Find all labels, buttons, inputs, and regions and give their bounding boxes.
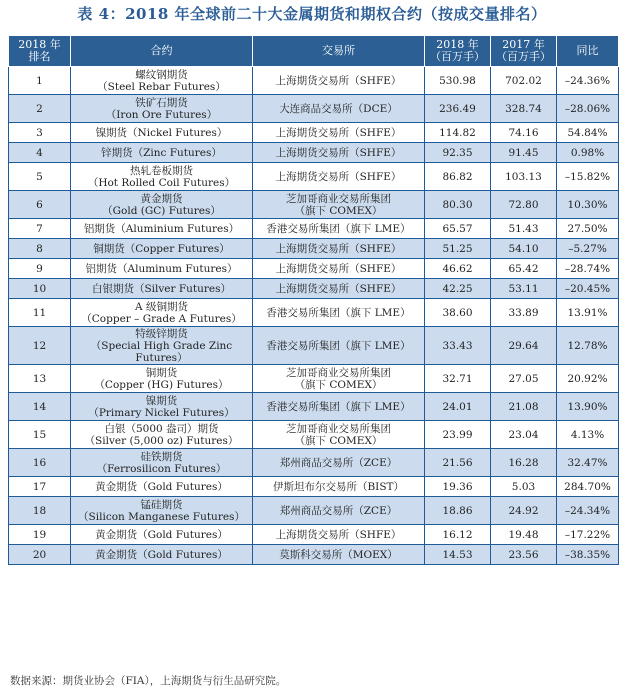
contract-line: （Iron Ore Futures） xyxy=(105,108,218,121)
rank-cell: 19 xyxy=(9,525,71,545)
volume-2017-cell: 27.05 xyxy=(491,365,557,393)
exchange-cell xyxy=(253,421,425,449)
exchange-cell xyxy=(253,219,425,239)
contract-line: 锌期货（Zinc Futures） xyxy=(101,146,222,159)
exchange-cell xyxy=(253,143,425,163)
volume-2017-cell: 19.48 xyxy=(491,525,557,545)
header-row xyxy=(9,36,619,67)
contract-line: （Silicon Manganese Futures） xyxy=(78,510,245,523)
rank-cell: 14 xyxy=(9,393,71,421)
table-row xyxy=(9,219,619,239)
change-cell: –15.82% xyxy=(557,163,619,191)
volume-2017-cell: 54.10 xyxy=(491,239,557,259)
exchange-line: 上海期货交易所（SHFE） xyxy=(275,282,402,295)
exchange-line: 郑州商品交易所（ZCE） xyxy=(279,456,398,469)
contract-line: 铝期货（Aluminum Futures） xyxy=(85,262,238,275)
volume-2018-cell: 33.43 xyxy=(425,327,491,365)
exchange-line: 上海期货交易所（SHFE） xyxy=(275,146,402,159)
exchange-cell xyxy=(253,279,425,299)
contract-line: A 级铜期货 xyxy=(135,300,188,313)
volume-2018-cell: 16.12 xyxy=(425,525,491,545)
table-row xyxy=(9,239,619,259)
volume-2017-cell: 702.02 xyxy=(491,67,557,95)
change-cell: –24.34% xyxy=(557,497,619,525)
contract-line: 铜期货（Copper Futures） xyxy=(93,242,230,255)
table-row xyxy=(9,95,619,123)
change-cell: 10.30% xyxy=(557,191,619,219)
table-row xyxy=(9,421,619,449)
volume-2017-cell: 33.89 xyxy=(491,299,557,327)
contract-cell xyxy=(71,299,253,327)
exchange-cell xyxy=(253,365,425,393)
contract-cell xyxy=(71,365,253,393)
exchange-line: （旗下 COMEX） xyxy=(294,434,383,447)
header-2017-line1: 2017 年 xyxy=(502,38,545,51)
contract-line: 铁矿石期货 xyxy=(135,96,188,109)
contract-line: （Steel Rebar Futures） xyxy=(97,80,226,93)
exchange-line: 香港交易所集团（旗下 LME） xyxy=(266,222,411,235)
contract-cell xyxy=(71,327,253,365)
exchange-cell xyxy=(253,497,425,525)
contract-line: （Primary Nickel Futures） xyxy=(88,406,235,419)
contract-line: 热轧卷板期货 xyxy=(130,164,193,177)
rank-cell: 9 xyxy=(9,259,71,279)
header-rank-line1: 2018 年 xyxy=(18,38,61,51)
change-cell: 32.47% xyxy=(557,449,619,477)
volume-2017-cell: 5.03 xyxy=(491,477,557,497)
exchange-line: 芝加哥商业交易所集团 xyxy=(286,366,391,379)
contract-cell xyxy=(71,143,253,163)
contract-cell xyxy=(71,219,253,239)
exchange-line: （旗下 COMEX） xyxy=(294,204,383,217)
contract-line: 白银（5000 盎司）期货 xyxy=(104,422,219,435)
change-cell: –28.74% xyxy=(557,259,619,279)
volume-2018-cell: 18.86 xyxy=(425,497,491,525)
metals-futures-table xyxy=(8,35,619,565)
contract-cell xyxy=(71,163,253,191)
contract-line: 镍期货 xyxy=(145,394,178,407)
change-cell: –17.22% xyxy=(557,525,619,545)
rank-cell: 13 xyxy=(9,365,71,393)
volume-2017-cell: 328.74 xyxy=(491,95,557,123)
rank-cell: 6 xyxy=(9,191,71,219)
volume-2017-cell: 103.13 xyxy=(491,163,557,191)
exchange-line: 香港交易所集团（旗下 LME） xyxy=(266,400,411,413)
exchange-cell xyxy=(253,299,425,327)
contract-line: 硅铁期货 xyxy=(140,450,183,463)
header-2018-line2: （百万手） xyxy=(430,50,485,63)
exchange-line: 上海期货交易所（SHFE） xyxy=(275,242,402,255)
rank-cell: 11 xyxy=(9,299,71,327)
contract-line: （Hot Rolled Coil Futures） xyxy=(87,176,236,189)
volume-2018-cell: 65.57 xyxy=(425,219,491,239)
exchange-line: 上海期货交易所（SHFE） xyxy=(275,262,402,275)
contract-cell xyxy=(71,393,253,421)
header-change: 同比 xyxy=(557,36,619,67)
contract-cell xyxy=(71,421,253,449)
contract-line: 铜期货 xyxy=(145,366,178,379)
contract-cell xyxy=(71,123,253,143)
change-cell: 13.91% xyxy=(557,299,619,327)
exchange-line: 芝加哥商业交易所集团 xyxy=(286,422,391,435)
contract-line: Futures） xyxy=(135,351,188,364)
volume-2018-cell: 42.25 xyxy=(425,279,491,299)
exchange-line: 香港交易所集团（旗下 LME） xyxy=(266,339,411,352)
change-cell: –20.45% xyxy=(557,279,619,299)
contract-line: （Copper – Grade A Futures） xyxy=(81,312,242,325)
exchange-line: 大连商品交易所（DCE） xyxy=(279,102,398,115)
table-row xyxy=(9,545,619,565)
contract-cell xyxy=(71,497,253,525)
header-2017-line2: （百万手） xyxy=(496,50,551,63)
table-row xyxy=(9,365,619,393)
exchange-line: （旗下 COMEX） xyxy=(294,378,383,391)
contract-cell xyxy=(71,545,253,565)
contract-line: 黄金期货（Gold Futures） xyxy=(95,480,228,493)
change-cell: 12.78% xyxy=(557,327,619,365)
volume-2017-cell: 23.56 xyxy=(491,545,557,565)
contract-line: 特级锌期货 xyxy=(135,327,188,340)
exchange-line: 上海期货交易所（SHFE） xyxy=(275,170,402,183)
data-source-note: 数据来源：期货业协会（FIA），上海期货与衍生品研究院。 xyxy=(10,675,287,687)
rank-cell: 5 xyxy=(9,163,71,191)
volume-2017-cell: 72.80 xyxy=(491,191,557,219)
volume-2018-cell: 51.25 xyxy=(425,239,491,259)
header-rank xyxy=(9,36,71,67)
volume-2017-cell: 53.11 xyxy=(491,279,557,299)
exchange-cell xyxy=(253,163,425,191)
contract-line: 黄金期货（Gold Futures） xyxy=(95,548,228,561)
table-row xyxy=(9,299,619,327)
rank-cell: 18 xyxy=(9,497,71,525)
rank-cell: 12 xyxy=(9,327,71,365)
table-row xyxy=(9,477,619,497)
change-cell: –5.27% xyxy=(557,239,619,259)
contract-cell xyxy=(71,449,253,477)
exchange-line: 郑州商品交易所（ZCE） xyxy=(279,504,398,517)
exchange-cell xyxy=(253,393,425,421)
volume-2018-cell: 24.01 xyxy=(425,393,491,421)
contract-line: 黄金期货 xyxy=(140,192,183,205)
volume-2018-cell: 114.82 xyxy=(425,123,491,143)
exchange-cell xyxy=(253,525,425,545)
rank-cell: 10 xyxy=(9,279,71,299)
contract-line: 黄金期货（Gold Futures） xyxy=(95,528,228,541)
change-cell: –38.35% xyxy=(557,545,619,565)
exchange-line: 上海期货交易所（SHFE） xyxy=(275,528,402,541)
contract-cell xyxy=(71,67,253,95)
contract-line: （Copper (HG) Futures） xyxy=(94,378,229,391)
table-row xyxy=(9,279,619,299)
contract-line: （Ferrosilicon Futures） xyxy=(96,462,227,475)
table-row xyxy=(9,393,619,421)
rank-cell: 3 xyxy=(9,123,71,143)
volume-2018-cell: 92.35 xyxy=(425,143,491,163)
contract-cell xyxy=(71,477,253,497)
volume-2017-cell: 51.43 xyxy=(491,219,557,239)
table-row xyxy=(9,497,619,525)
volume-2017-cell: 29.64 xyxy=(491,327,557,365)
exchange-cell xyxy=(253,477,425,497)
volume-2018-cell: 46.62 xyxy=(425,259,491,279)
volume-2018-cell: 21.56 xyxy=(425,449,491,477)
table-row xyxy=(9,191,619,219)
contract-cell xyxy=(71,95,253,123)
rank-cell: 15 xyxy=(9,421,71,449)
header-2018-line1: 2018 年 xyxy=(436,38,479,51)
change-cell: 13.90% xyxy=(557,393,619,421)
table-row xyxy=(9,67,619,95)
exchange-cell xyxy=(253,67,425,95)
volume-2017-cell: 91.45 xyxy=(491,143,557,163)
rank-cell: 4 xyxy=(9,143,71,163)
contract-cell xyxy=(71,191,253,219)
volume-2018-cell: 236.49 xyxy=(425,95,491,123)
contract-cell xyxy=(71,279,253,299)
table-body xyxy=(9,67,619,565)
change-cell: 4.13% xyxy=(557,421,619,449)
exchange-line: 芝加哥商业交易所集团 xyxy=(286,192,391,205)
contract-line: 锰硅期货 xyxy=(140,498,183,511)
exchange-cell xyxy=(253,191,425,219)
contract-line: 螺纹钢期货 xyxy=(135,68,188,81)
exchange-cell xyxy=(253,327,425,365)
contract-cell xyxy=(71,259,253,279)
exchange-cell xyxy=(253,259,425,279)
table-row xyxy=(9,449,619,477)
volume-2018-cell: 80.30 xyxy=(425,191,491,219)
table-row xyxy=(9,163,619,191)
change-cell: –28.06% xyxy=(557,95,619,123)
table-row xyxy=(9,525,619,545)
table-row xyxy=(9,259,619,279)
rank-cell: 17 xyxy=(9,477,71,497)
change-cell: –24.36% xyxy=(557,67,619,95)
rank-cell: 8 xyxy=(9,239,71,259)
volume-2018-cell: 38.60 xyxy=(425,299,491,327)
contract-line: （Special High Grade Zinc xyxy=(90,339,233,352)
change-cell: 0.98% xyxy=(557,143,619,163)
change-cell: 54.84% xyxy=(557,123,619,143)
header-volume-2017 xyxy=(491,36,557,67)
change-cell: 284.70% xyxy=(557,477,619,497)
table-row xyxy=(9,123,619,143)
contract-line: （Silver (5,000 oz) Futures） xyxy=(84,434,239,447)
volume-2018-cell: 14.53 xyxy=(425,545,491,565)
header-volume-2018 xyxy=(425,36,491,67)
contract-line: 镍期货（Nickel Futures） xyxy=(95,126,228,139)
exchange-cell xyxy=(253,449,425,477)
rank-cell: 1 xyxy=(9,67,71,95)
volume-2017-cell: 65.42 xyxy=(491,259,557,279)
exchange-line: 上海期货交易所（SHFE） xyxy=(275,126,402,139)
header-rank-line2: 排名 xyxy=(28,50,51,63)
rank-cell: 16 xyxy=(9,449,71,477)
rank-cell: 2 xyxy=(9,95,71,123)
volume-2018-cell: 86.82 xyxy=(425,163,491,191)
volume-2017-cell: 24.92 xyxy=(491,497,557,525)
exchange-line: 上海期货交易所（SHFE） xyxy=(275,74,402,87)
exchange-cell xyxy=(253,239,425,259)
volume-2018-cell: 23.99 xyxy=(425,421,491,449)
table-title: 表 4：2018 年全球前二十大金属期货和期权合约（按成交量排名） xyxy=(77,5,547,23)
rank-cell: 7 xyxy=(9,219,71,239)
rank-cell: 20 xyxy=(9,545,71,565)
contract-line: 白银期货（Silver Futures） xyxy=(91,282,232,295)
volume-2017-cell: 74.16 xyxy=(491,123,557,143)
volume-2018-cell: 32.71 xyxy=(425,365,491,393)
contract-cell xyxy=(71,239,253,259)
header-exchange: 交易所 xyxy=(253,36,425,67)
contract-line: 铝期货（Aluminium Futures） xyxy=(83,222,240,235)
exchange-cell xyxy=(253,545,425,565)
volume-2017-cell: 16.28 xyxy=(491,449,557,477)
header-contract: 合约 xyxy=(71,36,253,67)
volume-2017-cell: 21.08 xyxy=(491,393,557,421)
exchange-cell xyxy=(253,123,425,143)
volume-2017-cell: 23.04 xyxy=(491,421,557,449)
exchange-cell xyxy=(253,95,425,123)
contract-cell xyxy=(71,525,253,545)
exchange-line: 香港交易所集团（旗下 LME） xyxy=(266,306,411,319)
exchange-line: 伊斯坦布尔交易所（BIST） xyxy=(272,480,405,493)
change-cell: 20.92% xyxy=(557,365,619,393)
exchange-line: 莫斯科交易所（MOEX） xyxy=(279,548,398,561)
contract-line: （Gold (GC) Futures） xyxy=(102,204,221,217)
table-row xyxy=(9,143,619,163)
volume-2018-cell: 530.98 xyxy=(425,67,491,95)
table-row xyxy=(9,327,619,365)
volume-2018-cell: 19.36 xyxy=(425,477,491,497)
change-cell: 27.50% xyxy=(557,219,619,239)
